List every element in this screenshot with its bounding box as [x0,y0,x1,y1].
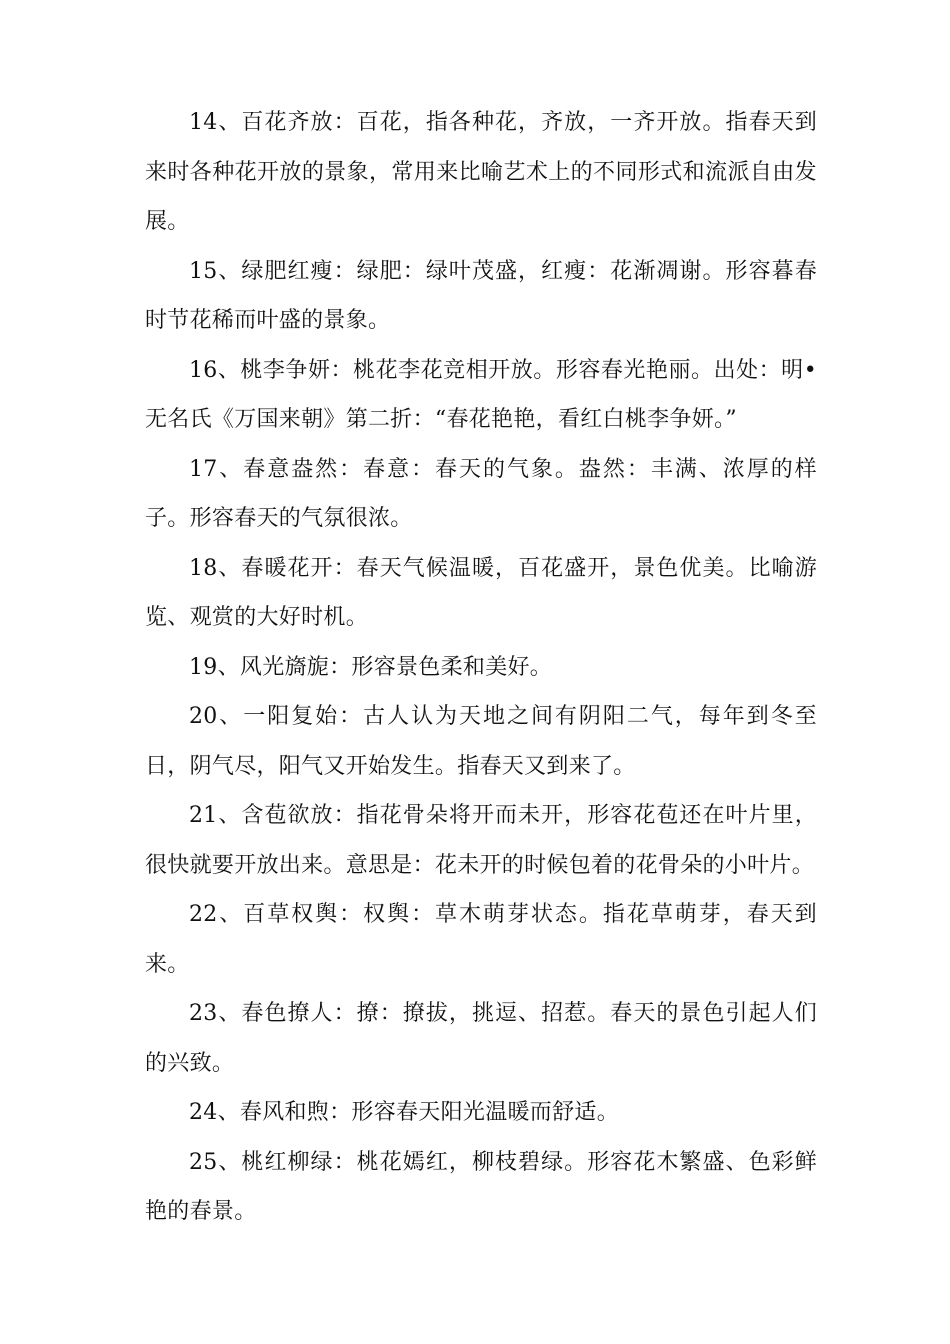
idiom-entry-21: 21、含苞欲放：指花骨朵将开而未开，形容花苞还在叶片里，很快就要开放出来。意思是：花未开的时候包着的花骨朵的小叶片。 [145,803,817,878]
idiom-entry-25: 25、桃红柳绿：桃花嫣红，柳枝碧绿。形容花木繁盛、色彩鲜艳的春景。 [145,1149,817,1224]
idiom-entry-15: 15、绿肥红瘦：绿肥：绿叶茂盛，红瘦：花渐凋谢。形容暮春时节花稀而叶盛的景象。 [145,258,817,333]
idiom-entry-23: 23、春色撩人：撩：撩拔，挑逗、招惹。春天的景色引起人们的兴致。 [145,1001,817,1076]
idiom-entry-19: 19、风光旖旎：形容景色柔和美好。 [189,654,553,680]
idiom-entry-22: 22、百草权舆：权舆：草木萌芽状态。指花草萌芽，春天到来。 [145,902,817,977]
idiom-entry-24: 24、春风和煦：形容春天阳光温暖而舒适。 [189,1100,619,1125]
idiom-entry-14: 14、百花齐放：百花，指各种花，齐放，一齐开放。指春天到来时各种花开放的景象，常用来比喻艺术上的不同形式和流派自由发展。 [145,110,817,234]
idiom-entry-20: 20、一阳复始：古人认为天地之间有阴阳二气，每年到冬至日，阴气尽，阳气又开始发生。指春天又到来了。 [145,704,817,779]
idiom-entry-16: 16、桃李争妍：桃花李花竞相开放。形容春光艳丽。出处：明•无名氏《万国来朝》第二折：“春花艳艳，看红白桃李争妍。” [145,357,817,432]
idiom-entry-18: 18、春暖花开：春天气候温暖，百花盛开，景色优美。比喻游览、观赏的大好时机。 [145,555,817,630]
idiom-entry-17: 17、春意盎然：春意：春天的气象。盎然：丰满、浓厚的样子。形容春天的气氛很浓。 [145,456,817,531]
document-body [145,98,817,1237]
